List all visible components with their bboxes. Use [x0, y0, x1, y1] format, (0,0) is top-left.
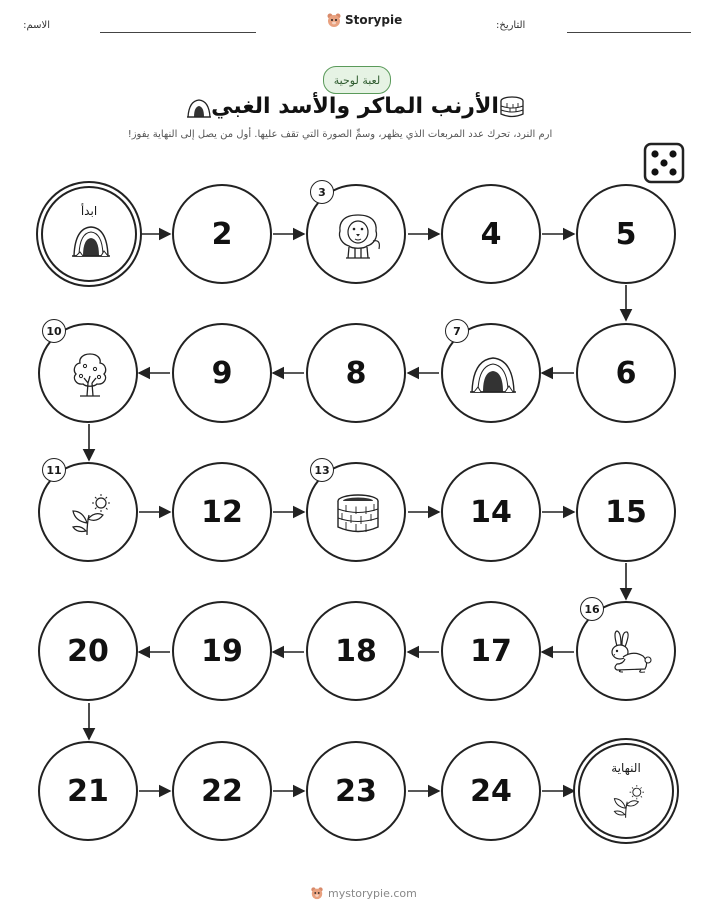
space-number: 22: [201, 773, 243, 809]
space-number: 13: [310, 458, 334, 482]
board-space-3[interactable]: [306, 184, 406, 284]
page-title: الأرنب الماكر والأسد الغبي: [211, 94, 499, 119]
space-number: 20: [67, 633, 109, 669]
space-number: 19: [201, 633, 243, 669]
lion-icon: [333, 211, 383, 261]
footer-url[interactable]: mystorypie.com: [328, 886, 417, 900]
board-space-4[interactable]: [441, 184, 541, 284]
game-type-badge: لعبة لوحية: [323, 66, 391, 94]
bear-icon: [310, 886, 324, 900]
board-space-11[interactable]: [38, 462, 138, 562]
space-number: 7: [445, 319, 469, 343]
space-number: 17: [470, 633, 512, 669]
start-space[interactable]: [41, 186, 137, 282]
space-number: 2: [211, 216, 233, 252]
board-space-24[interactable]: [441, 741, 541, 841]
space-number: 5: [615, 216, 637, 252]
space-number: 4: [480, 216, 502, 252]
board-space-7[interactable]: [441, 323, 541, 423]
board-space-15[interactable]: [576, 462, 676, 562]
plant-sun-icon: [65, 489, 115, 539]
space-number: 3: [310, 180, 334, 204]
cave-icon: [468, 350, 518, 400]
space-number: 9: [211, 355, 233, 391]
space-number: 23: [335, 773, 377, 809]
board-space-19[interactable]: [172, 601, 272, 701]
board-space-17[interactable]: [441, 601, 541, 701]
board-space-20[interactable]: [38, 601, 138, 701]
date-label: التاريخ:: [496, 20, 526, 31]
board-space-10[interactable]: [38, 323, 138, 423]
brand-name: Storypie: [345, 13, 403, 27]
name-label: الاسم:: [23, 20, 50, 31]
space-number: 10: [42, 319, 66, 343]
space-number: 14: [470, 494, 512, 530]
space-number: 16: [580, 597, 604, 621]
board-space-21[interactable]: [38, 741, 138, 841]
board-space-23[interactable]: [306, 741, 406, 841]
board-space-12[interactable]: [172, 462, 272, 562]
space-number: 6: [615, 355, 637, 391]
finish-label: النهاية: [611, 761, 641, 775]
space-number: 8: [345, 355, 367, 391]
tree-icon: [65, 350, 115, 400]
space-number: 21: [67, 773, 109, 809]
space-number: 12: [201, 494, 243, 530]
cave-icon: [71, 224, 111, 258]
board-space-5[interactable]: [576, 184, 676, 284]
rabbit-icon: [603, 628, 653, 678]
board-space-6[interactable]: [576, 323, 676, 423]
board-space-14[interactable]: [441, 462, 541, 562]
space-number: 11: [42, 458, 66, 482]
footer: [310, 886, 417, 900]
board-space-13[interactable]: [306, 462, 406, 562]
finish-space[interactable]: [578, 743, 674, 839]
board-space-2[interactable]: [172, 184, 272, 284]
board-space-9[interactable]: [172, 323, 272, 423]
space-number: 24: [470, 773, 512, 809]
well-icon: [333, 489, 383, 539]
plant-sun-icon: [608, 781, 648, 821]
start-label: ابدأ: [80, 204, 98, 218]
board-space-16[interactable]: [576, 601, 676, 701]
board-space-18[interactable]: [306, 601, 406, 701]
space-number: 18: [335, 633, 377, 669]
board-space-8[interactable]: [306, 323, 406, 423]
board-space-22[interactable]: [172, 741, 272, 841]
space-number: 15: [605, 494, 647, 530]
instructions-text: ارم النرد، تحرك عدد المربعات الذي يظهر، وسمِّ الصورة التي تقف عليها. أول من يصل إلى النهاية يفوز!: [127, 129, 553, 140]
